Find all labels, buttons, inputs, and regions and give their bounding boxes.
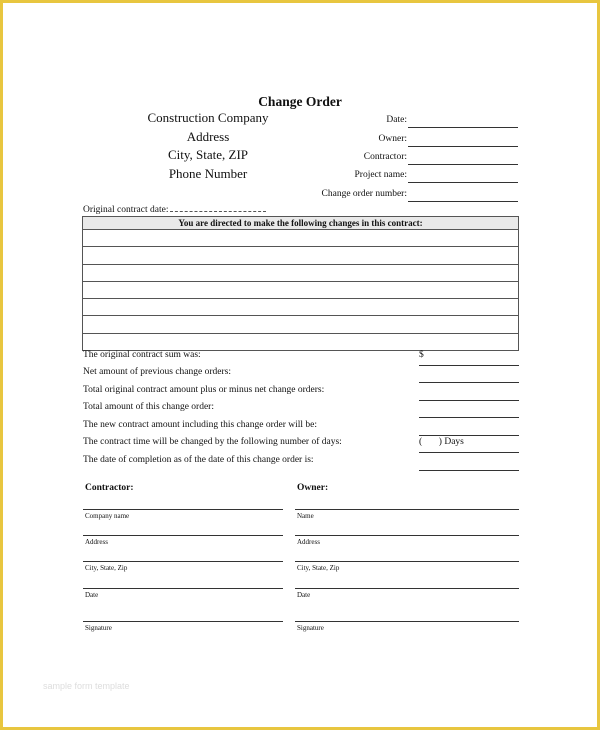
original-sum-prefix: $	[419, 350, 424, 360]
company-name: Construction Company	[147, 110, 269, 125]
new-contract-amount-label: The new contract amount including this change order will be:	[83, 420, 317, 430]
contract-time-line[interactable]	[419, 452, 519, 453]
this-change-order-amount-label: Total amount of this change order:	[83, 402, 214, 412]
company-phone: Phone Number	[168, 165, 248, 181]
owner-heading: Owner:	[297, 483, 329, 493]
contract-time-label: The contract time will be changed by the following number of days:	[83, 437, 342, 447]
project-name-label: Project name:	[354, 170, 407, 180]
table-row[interactable]	[83, 247, 519, 264]
document-page	[3, 3, 597, 727]
contractor-company-name-label: Company name	[85, 512, 130, 520]
changes-table-header-row	[83, 217, 519, 230]
contractor-heading: Contractor:	[85, 483, 134, 493]
changes-table	[82, 216, 519, 351]
contractor-address-label: Address	[85, 538, 108, 546]
original-sum-line[interactable]	[419, 365, 519, 366]
owner-signature-line[interactable]	[295, 621, 519, 622]
contractor-city-label: City, State, Zip	[85, 564, 128, 572]
document-title: Change Order	[258, 94, 342, 109]
change-order-number-label: Change order number:	[321, 189, 407, 199]
total-original-amount-line[interactable]	[419, 400, 519, 401]
original-contract-date-line[interactable]	[170, 203, 266, 212]
changes-table-header: You are directed to make the following changes in this contract:	[83, 217, 519, 230]
contractor-signature-line[interactable]	[83, 621, 283, 622]
owner-date-line[interactable]	[295, 588, 519, 589]
contractor-company-name-line[interactable]	[83, 509, 283, 510]
contract-time-days: ( ) Days	[419, 437, 464, 447]
change-order-number-line[interactable]	[408, 201, 518, 202]
owner-address-label: Address	[297, 538, 320, 546]
contractor-address-line[interactable]	[83, 535, 283, 536]
company-address: Address	[186, 128, 230, 144]
original-sum-label: The original contract sum was:	[83, 350, 201, 360]
date-line[interactable]	[408, 127, 518, 128]
table-row[interactable]	[83, 316, 519, 333]
company-city-state-zip: City, State, ZIP	[167, 147, 249, 162]
table-row[interactable]	[83, 230, 519, 247]
previous-change-orders-label: Net amount of previous change orders:	[83, 367, 231, 377]
owner-address-line[interactable]	[295, 535, 519, 536]
completion-date-label: The date of completion as of the date of this change order is:	[83, 455, 314, 465]
contractor-signature-label: Signature	[85, 624, 112, 632]
owner-date-label: Date	[297, 591, 311, 599]
date-label: Date:	[386, 115, 407, 125]
owner-city-label: City, State, Zip	[297, 564, 340, 572]
owner-city-line[interactable]	[295, 561, 519, 562]
owner-name-line[interactable]	[295, 509, 519, 510]
watermark: sample form template	[43, 681, 130, 691]
completion-date-line[interactable]	[419, 470, 519, 471]
table-row[interactable]	[83, 281, 519, 298]
project-name-line[interactable]	[408, 182, 518, 183]
total-original-amount-label: Total original contract amount plus or minus net change orders:	[83, 385, 325, 395]
owner-label: Owner:	[378, 134, 407, 144]
contractor-date-line[interactable]	[83, 588, 283, 589]
contractor-city-line[interactable]	[83, 561, 283, 562]
owner-line[interactable]	[408, 146, 518, 147]
original-contract-date-label: Original contract date:	[83, 205, 169, 215]
this-change-order-amount-line[interactable]	[419, 417, 519, 418]
table-row[interactable]	[83, 299, 519, 316]
contractor-date-label: Date	[85, 591, 99, 599]
owner-name-label: Name	[297, 512, 314, 520]
table-row[interactable]	[83, 264, 519, 281]
contractor-label: Contractor:	[363, 152, 407, 162]
contractor-line[interactable]	[408, 164, 518, 165]
table-row[interactable]	[83, 333, 519, 350]
new-contract-amount-line[interactable]	[419, 435, 519, 436]
original-contract-date	[83, 203, 266, 215]
previous-change-orders-line[interactable]	[419, 382, 519, 383]
owner-signature-label: Signature	[297, 624, 324, 632]
